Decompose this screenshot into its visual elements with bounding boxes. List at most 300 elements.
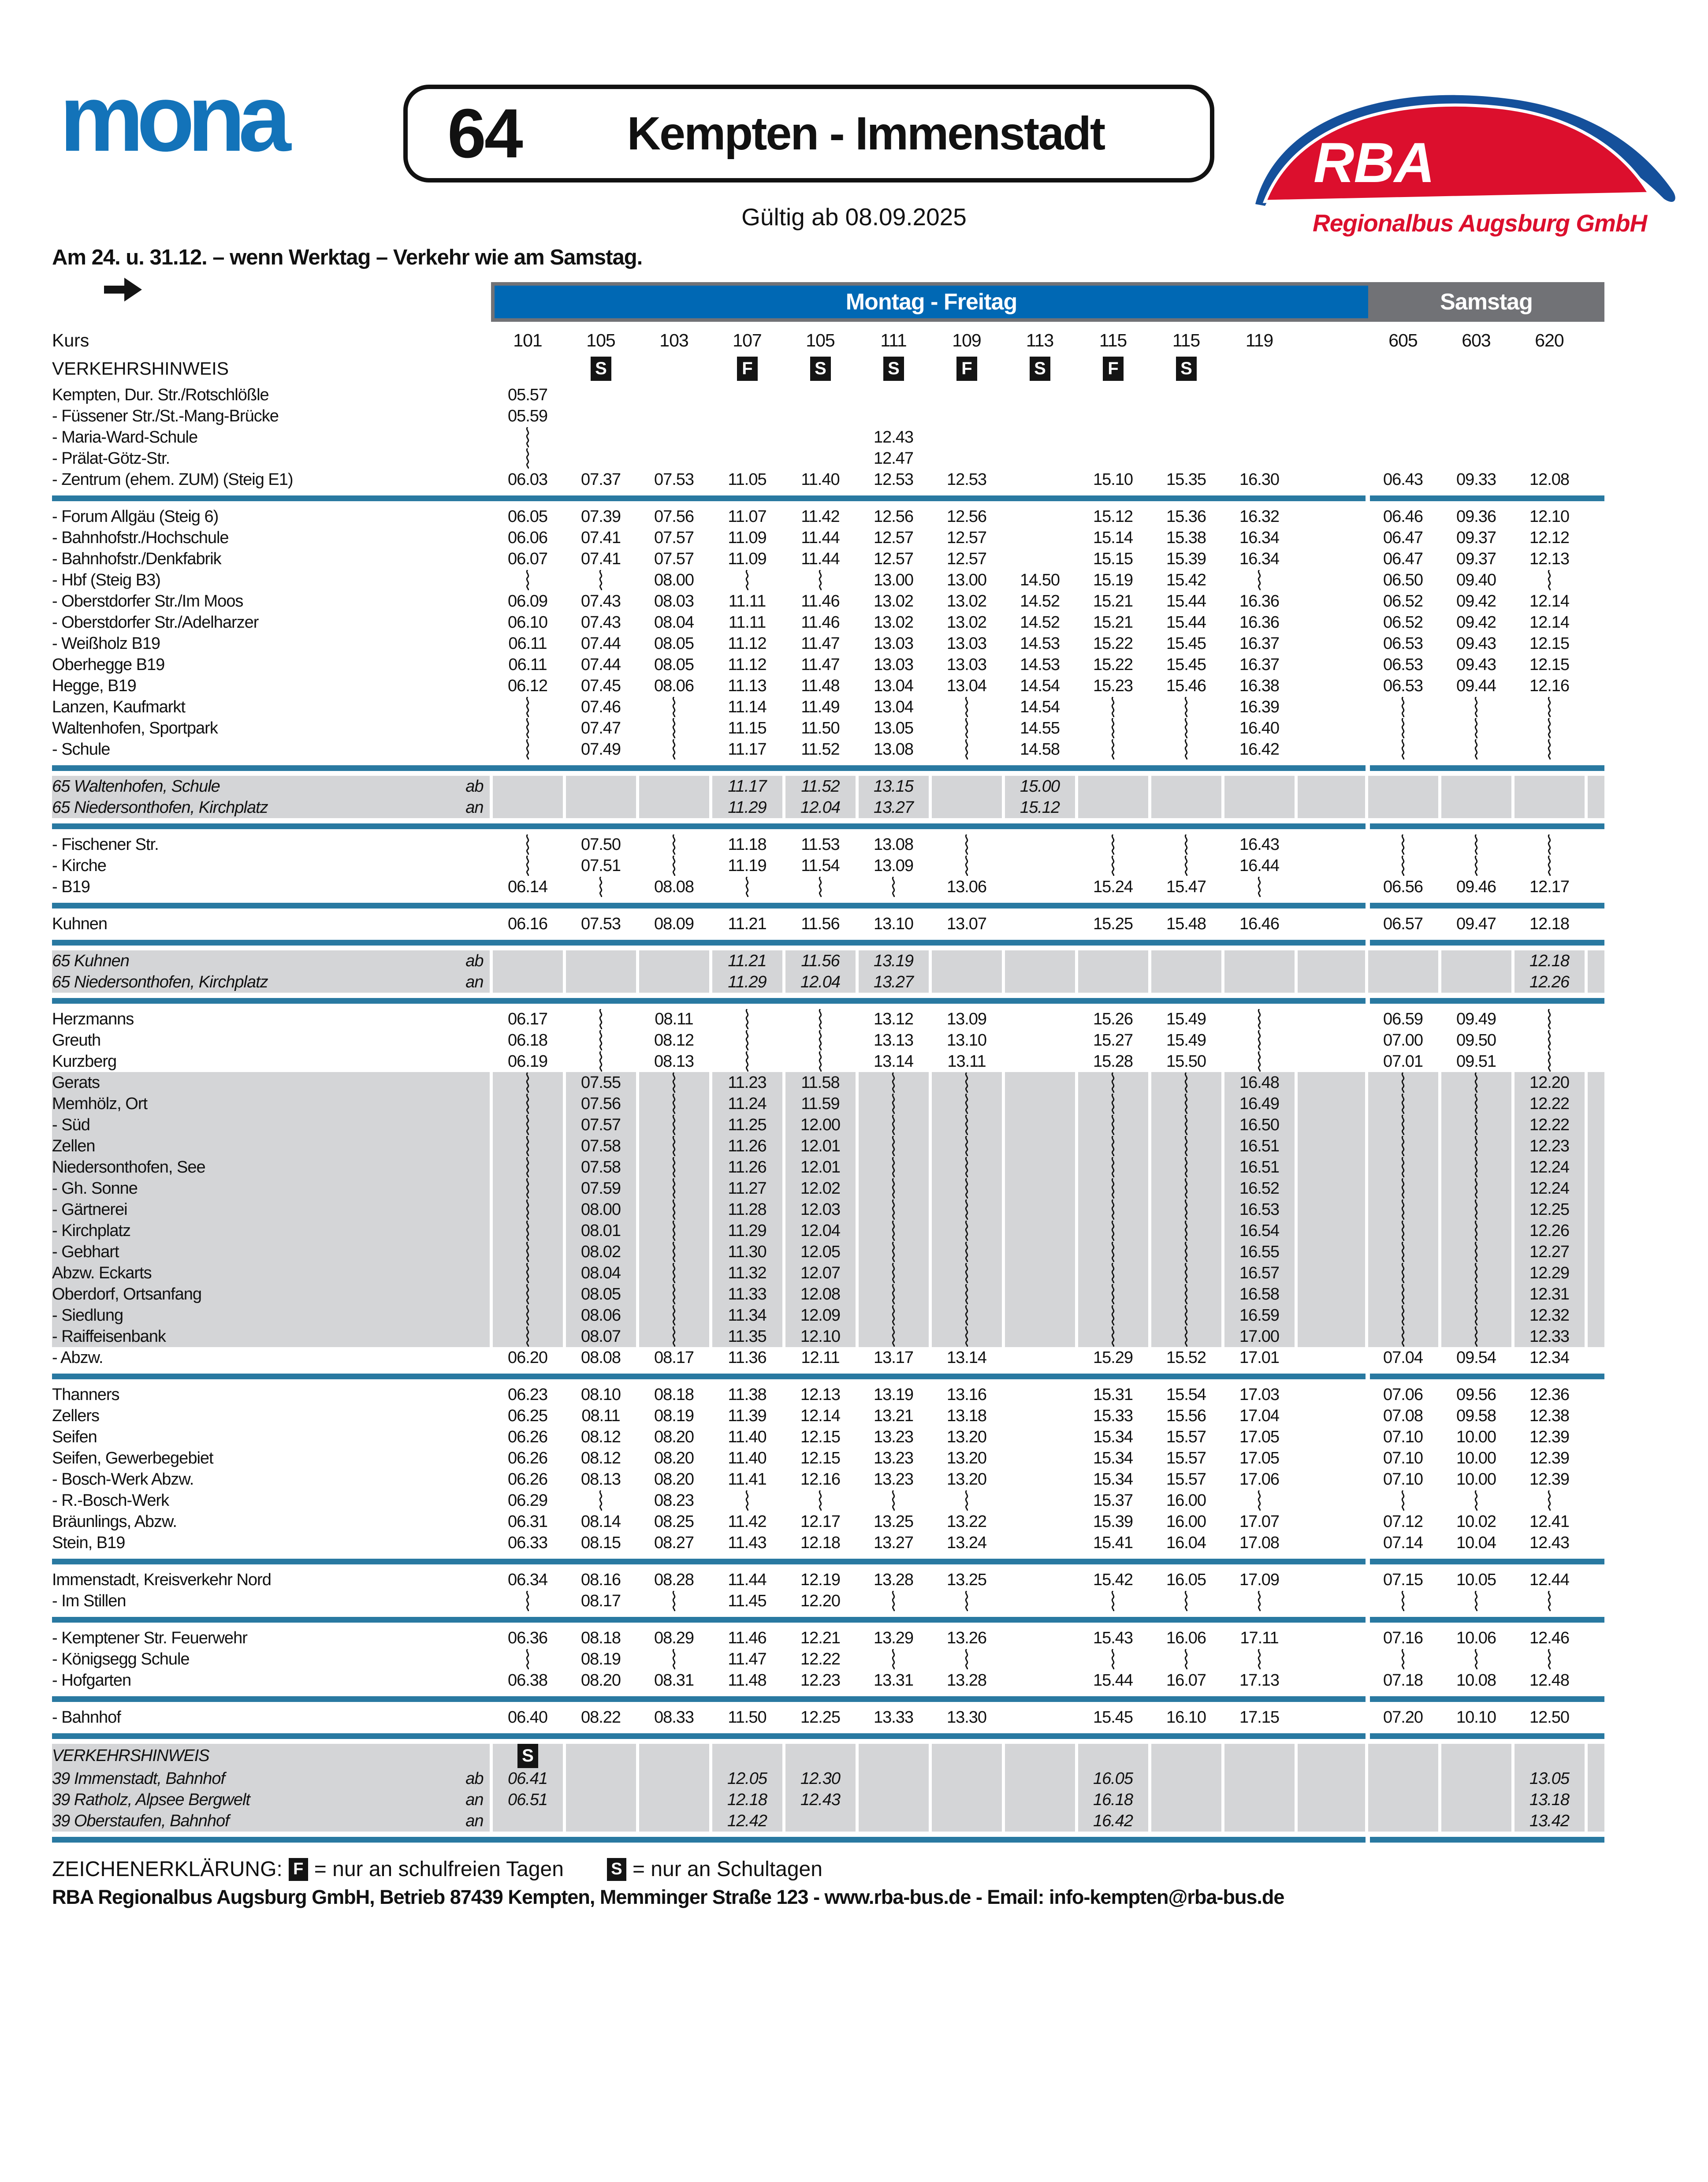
time-cell: 16.00: [1166, 1512, 1206, 1531]
time-cell: [1296, 427, 1366, 448]
time-cell: 12.26: [1513, 1220, 1586, 1241]
time-cell: 12.09: [784, 1305, 857, 1326]
time-cell: 08.07: [564, 1326, 637, 1347]
stop-name: - Kirche: [52, 856, 106, 875]
time-cell: [1586, 1707, 1604, 1728]
time-cell: [1366, 1072, 1440, 1093]
line-number: 64: [447, 94, 521, 172]
time-cell: [637, 972, 711, 993]
wavy-line-icon: [1473, 1591, 1480, 1611]
time-cell: 08.20: [580, 1671, 621, 1690]
time-cell: [491, 1810, 564, 1832]
time-cell: [1440, 1114, 1513, 1136]
time-cell: 12.17: [800, 1512, 841, 1531]
time-cell: [857, 876, 930, 897]
time-cell: 12.32: [1513, 1305, 1586, 1326]
time-cell: 12.57: [873, 549, 914, 568]
time-cell: 12.22: [1513, 1114, 1586, 1136]
time-cell: 12.46: [1529, 1628, 1570, 1647]
time-cell: 12.23: [1513, 1136, 1586, 1157]
time-cell: [1003, 1072, 1076, 1093]
wavy-line-icon: [963, 1649, 970, 1669]
verkehrshinweis-cell: [1513, 353, 1586, 384]
stop-name-cell: [52, 1030, 491, 1051]
time-cell: [1440, 1326, 1513, 1347]
time-cell: 12.10: [784, 1326, 857, 1347]
time-cell: 13.07: [946, 914, 987, 933]
separator-line: [52, 940, 1604, 946]
time-cell: 12.01: [784, 1157, 857, 1178]
mona-logo: mona: [60, 65, 284, 171]
time-cell: 12.02: [784, 1178, 857, 1199]
time-cell: 12.13: [1529, 549, 1570, 568]
time-cell: 07.04: [1383, 1348, 1423, 1367]
schoolfree-days-icon: F: [737, 357, 758, 381]
time-cell: 06.59: [1383, 1009, 1423, 1028]
time-cell: 16.51: [1223, 1157, 1296, 1178]
wavy-line-icon: [1109, 834, 1116, 855]
wavy-line-icon: [524, 1094, 531, 1114]
kurs-number-cell: 603: [1462, 330, 1491, 350]
time-cell: 11.28: [711, 1199, 784, 1220]
time-cell: 11.27: [711, 1178, 784, 1199]
time-cell: [491, 834, 564, 855]
time-cell: [930, 1768, 1003, 1789]
table-row: [52, 1532, 1604, 1553]
time-cell: 08.16: [580, 1570, 621, 1589]
time-cell: [1586, 739, 1604, 760]
kurs-number-cell: 107: [733, 330, 762, 350]
time-cell: 14.53: [1020, 634, 1060, 653]
time-cell: [1150, 1590, 1223, 1612]
time-cell: [491, 570, 564, 591]
time-cell: 16.52: [1223, 1178, 1296, 1199]
time-cell: 08.20: [654, 1470, 694, 1489]
time-cell: 09.43: [1456, 634, 1496, 653]
time-cell: 08.09: [654, 914, 694, 933]
time-cell: 17.05: [1239, 1427, 1280, 1446]
wavy-line-icon: [1109, 697, 1116, 717]
time-cell: 12.15: [1529, 634, 1570, 653]
time-cell: 07.56: [654, 507, 694, 526]
time-cell: [1366, 1136, 1440, 1157]
stop-name: 39 Ratholz, Alpsee Bergwelt: [52, 1790, 250, 1809]
stop-name-cell: [52, 1426, 491, 1448]
wavy-line-icon: [670, 1649, 677, 1669]
time-cell: 15.45: [1166, 655, 1206, 674]
time-cell: [1296, 1305, 1366, 1326]
separator-row: [52, 993, 1604, 1009]
time-cell: 08.29: [654, 1628, 694, 1647]
separator-cell: [52, 1691, 1604, 1707]
time-cell: 09.43: [1456, 655, 1496, 674]
time-cell: [637, 1744, 711, 1768]
verkehrshinweis-cell: [1223, 353, 1296, 384]
time-cell: [564, 448, 637, 469]
time-cell: 08.01: [564, 1220, 637, 1241]
page-header: [0, 0, 1708, 282]
time-cell: 06.10: [507, 613, 548, 632]
time-cell: 15.41: [1093, 1533, 1133, 1552]
time-cell: 06.57: [1383, 914, 1423, 933]
time-cell: 06.11: [508, 634, 547, 653]
time-cell: [1586, 1326, 1604, 1347]
stop-name: - Prälat-Götz-Str.: [52, 449, 170, 468]
time-cell: 06.03: [507, 470, 548, 489]
time-cell: 13.23: [873, 1448, 914, 1467]
time-cell: 08.11: [581, 1406, 620, 1425]
time-cell: [1150, 384, 1223, 406]
stop-name-cell: [52, 913, 491, 935]
time-cell: [1003, 469, 1076, 490]
time-cell: 07.57: [654, 528, 694, 547]
time-cell: 12.29: [1513, 1262, 1586, 1284]
time-cell: 16.37: [1239, 634, 1280, 653]
time-cell: 06.43: [1383, 470, 1423, 489]
time-cell: 15.47: [1166, 877, 1206, 896]
time-cell: [1440, 972, 1513, 993]
time-cell: 10.00: [1456, 1427, 1496, 1446]
time-cell: [1003, 1670, 1076, 1691]
stop-name-cell: [52, 1744, 491, 1768]
separator-row: [52, 760, 1604, 776]
time-cell: [1003, 1178, 1076, 1199]
table-row: [52, 1009, 1604, 1030]
service-note: Am 24. u. 31.12. – wenn Werktag – Verkehr wie am Samstag.: [52, 246, 643, 269]
time-cell: 12.01: [784, 1136, 857, 1157]
time-cell: 11.23: [711, 1072, 784, 1093]
separator-cell: [52, 1612, 1604, 1627]
time-cell: [491, 1284, 564, 1305]
time-cell: [637, 1157, 711, 1178]
time-cell: 11.26: [711, 1136, 784, 1157]
time-cell: 15.36: [1166, 507, 1206, 526]
wavy-line-icon: [1473, 1072, 1480, 1093]
time-cell: 07.39: [580, 507, 621, 526]
time-cell: [491, 1072, 564, 1093]
time-cell: [857, 1220, 930, 1241]
time-cell: [1366, 834, 1440, 855]
separator-row: [52, 935, 1604, 950]
time-cell: 16.57: [1223, 1262, 1296, 1284]
time-cell: 15.42: [1093, 1570, 1133, 1589]
time-cell: [1003, 527, 1076, 548]
wavy-line-icon: [890, 1649, 897, 1669]
time-cell: [1003, 1051, 1076, 1072]
separator-row: [52, 1553, 1604, 1569]
wavy-line-icon: [524, 1157, 531, 1177]
wavy-line-icon: [1183, 1136, 1190, 1156]
time-cell: [1150, 1768, 1223, 1789]
time-cell: [1513, 696, 1586, 718]
time-cell: 10.00: [1456, 1470, 1496, 1489]
table-row: [52, 469, 1604, 490]
time-cell: [637, 1199, 711, 1220]
time-cell: 11.54: [801, 856, 840, 875]
time-cell: [1003, 448, 1076, 469]
wavy-line-icon: [890, 1284, 897, 1304]
time-cell: [1003, 384, 1076, 406]
time-cell: [564, 427, 637, 448]
time-cell: [1586, 548, 1604, 570]
time-cell: [1586, 1569, 1604, 1590]
time-cell: 15.46: [1166, 676, 1206, 695]
time-cell: [1296, 1284, 1366, 1305]
time-cell: 11.40: [728, 1448, 767, 1467]
stop-name-cell: [52, 1262, 491, 1284]
wavy-line-icon: [890, 1221, 897, 1241]
wavy-line-icon: [1473, 1178, 1480, 1199]
time-cell: [1003, 1384, 1076, 1405]
verkehrshinweis-cell: [857, 353, 930, 384]
table-row: [52, 1590, 1604, 1612]
time-cell: [491, 1220, 564, 1241]
stop-name-cell: [52, 1157, 491, 1178]
time-cell: 17.13: [1239, 1671, 1280, 1690]
table-row: [52, 1744, 1604, 1768]
stop-name: VERKEHRSHINWEIS: [52, 1746, 209, 1765]
time-cell: [1440, 950, 1513, 972]
time-cell: 13.00: [873, 570, 914, 589]
time-cell: 15.12: [1093, 507, 1133, 526]
time-cell: 08.20: [654, 1448, 694, 1467]
wavy-line-icon: [890, 1199, 897, 1220]
separator-line: [52, 1696, 1604, 1702]
wavy-line-icon: [524, 1199, 531, 1220]
time-cell: [1076, 1178, 1150, 1199]
time-cell: [1296, 1114, 1366, 1136]
time-cell: 12.17: [1529, 877, 1570, 896]
time-cell: 17.07: [1239, 1512, 1280, 1531]
table-row: [52, 776, 1604, 797]
wavy-line-icon: [1183, 1305, 1190, 1326]
time-cell: [1003, 1114, 1076, 1136]
time-cell: 13.15: [857, 776, 930, 797]
time-cell: 15.15: [1093, 549, 1133, 568]
time-cell: 13.03: [873, 655, 914, 674]
time-cell: 08.18: [580, 1628, 621, 1647]
time-cell: [637, 1305, 711, 1326]
time-cell: 09.33: [1456, 470, 1496, 489]
time-cell: 12.53: [873, 470, 914, 489]
time-cell: [1366, 1305, 1440, 1326]
wavy-line-icon: [1399, 1490, 1407, 1511]
stop-name-cell: [52, 1768, 491, 1789]
time-cell: [1440, 1220, 1513, 1241]
time-cell: [1366, 1284, 1440, 1305]
time-cell: [637, 696, 711, 718]
wavy-line-icon: [1399, 1305, 1407, 1326]
time-cell: 11.09: [728, 549, 767, 568]
wavy-line-icon: [1109, 1591, 1116, 1611]
table-row: [52, 1649, 1604, 1670]
stop-name: Memhölz, Ort: [52, 1094, 148, 1113]
time-cell: 13.28: [873, 1570, 914, 1589]
time-cell: 16.43: [1239, 835, 1280, 854]
table-row: [52, 675, 1604, 696]
kurs-number-cell: 105: [586, 330, 615, 350]
time-cell: 07.10: [1383, 1427, 1423, 1446]
time-cell: [1586, 1469, 1604, 1490]
time-cell: [1296, 1051, 1366, 1072]
time-cell: [1440, 1768, 1513, 1789]
time-cell: 12.14: [800, 1406, 841, 1425]
stop-name-cell: [52, 469, 491, 490]
time-cell: [930, 1590, 1003, 1612]
time-cell: 15.50: [1166, 1052, 1206, 1071]
stop-name: Niedersonthofen, See: [52, 1158, 205, 1177]
time-cell: [857, 1114, 930, 1136]
stop-name: Herzmanns: [52, 1009, 134, 1028]
time-cell: 12.18: [1513, 950, 1586, 972]
wavy-line-icon: [890, 1242, 897, 1262]
wavy-line-icon: [1399, 718, 1407, 738]
ab-an-label: ab: [465, 1769, 484, 1788]
table-row: [52, 797, 1604, 818]
time-cell: 08.18: [654, 1385, 694, 1404]
wavy-line-icon: [597, 570, 604, 590]
verkehrshinweis-cell: [491, 353, 564, 384]
time-cell: [1296, 876, 1366, 897]
time-cell: [1296, 1241, 1366, 1262]
wavy-line-icon: [524, 856, 531, 876]
ab-an-label: an: [465, 1811, 484, 1830]
time-cell: [1586, 1448, 1604, 1469]
wavy-line-icon: [597, 1009, 604, 1029]
time-cell: 11.05: [728, 470, 767, 489]
time-cell: [1440, 739, 1513, 760]
time-cell: 15.39: [1093, 1512, 1133, 1531]
time-cell: [1076, 776, 1150, 797]
time-cell: 08.19: [580, 1650, 621, 1668]
time-cell: 11.44: [801, 549, 840, 568]
wavy-line-icon: [1183, 1072, 1190, 1093]
table-row: [52, 1511, 1604, 1532]
time-cell: 13.02: [946, 613, 987, 632]
stop-name: - Bahnhof: [52, 1708, 121, 1727]
time-cell: [1076, 406, 1150, 427]
time-cell: 17.06: [1239, 1470, 1280, 1489]
time-cell: 15.44: [1166, 613, 1206, 632]
table-row: [52, 1707, 1604, 1728]
separator-line: [52, 1617, 1604, 1623]
time-cell: 08.17: [580, 1591, 621, 1610]
time-cell: [1003, 1157, 1076, 1178]
time-cell: 13.14: [946, 1348, 987, 1367]
separator-cell: [52, 1728, 1604, 1744]
time-cell: [784, 384, 857, 406]
time-cell: 13.25: [873, 1512, 914, 1531]
time-cell: [491, 427, 564, 448]
time-cell: [1366, 1326, 1440, 1347]
time-cell: [930, 1093, 1003, 1114]
time-cell: [1440, 1262, 1513, 1284]
stop-name: Immenstadt, Kreisverkehr Nord: [52, 1570, 271, 1589]
timetable: [52, 282, 1604, 1847]
time-cell: [1513, 1590, 1586, 1612]
time-cell: [491, 739, 564, 760]
wavy-line-icon: [744, 1009, 751, 1029]
time-cell: 11.59: [784, 1093, 857, 1114]
wavy-line-icon: [1399, 1115, 1407, 1135]
time-cell: 07.16: [1383, 1628, 1423, 1647]
time-cell: 12.48: [1529, 1671, 1570, 1690]
table-row: [52, 1178, 1604, 1199]
time-cell: [1513, 1030, 1586, 1051]
separator-line: [52, 495, 1604, 501]
wavy-line-icon: [1183, 1263, 1190, 1283]
time-cell: [564, 776, 637, 797]
stop-name: 65 Niedersonthofen, Kirchplatz: [52, 972, 268, 991]
stop-name: Stein, B19: [52, 1533, 125, 1552]
time-cell: 13.28: [946, 1671, 987, 1690]
stop-name: Abzw. Eckarts: [52, 1263, 152, 1282]
time-cell: 16.38: [1239, 676, 1280, 695]
wavy-line-icon: [1473, 1305, 1480, 1326]
time-cell: 10.06: [1456, 1628, 1496, 1647]
separator-row: [52, 897, 1604, 913]
wavy-line-icon: [1399, 1199, 1407, 1220]
time-cell: [1150, 1136, 1223, 1157]
time-cell: [784, 876, 857, 897]
time-cell: 11.19: [728, 856, 767, 875]
separator-line: [52, 823, 1604, 829]
time-cell: 07.18: [1383, 1671, 1423, 1690]
time-cell: [1366, 1649, 1440, 1670]
time-cell: [930, 855, 1003, 876]
time-cell: [1150, 1789, 1223, 1810]
time-cell: [564, 1490, 637, 1511]
stop-name: - Siedlung: [52, 1306, 123, 1325]
time-cell: [930, 776, 1003, 797]
stop-name-cell: [52, 876, 491, 897]
time-cell: [1223, 427, 1296, 448]
stop-name-cell: [52, 406, 491, 427]
time-cell: 08.23: [654, 1491, 694, 1510]
wavy-line-icon: [1109, 1221, 1116, 1241]
time-cell: [1440, 1199, 1513, 1220]
stop-name-cell: [52, 1532, 491, 1553]
time-cell: 15.38: [1166, 528, 1206, 547]
time-cell: [1586, 1789, 1604, 1810]
time-cell: [1440, 1810, 1513, 1832]
time-cell: [1366, 1262, 1440, 1284]
time-cell: 13.30: [946, 1708, 987, 1727]
time-cell: [1513, 448, 1586, 469]
time-cell: [491, 696, 564, 718]
time-cell: 07.55: [564, 1072, 637, 1093]
time-cell: [1440, 834, 1513, 855]
time-cell: 15.49: [1166, 1009, 1206, 1028]
wavy-line-icon: [1473, 1490, 1480, 1511]
time-cell: 11.41: [728, 1470, 767, 1489]
time-cell: 11.17: [728, 740, 767, 759]
time-cell: 08.05: [654, 655, 694, 674]
separator-line: [52, 1837, 1604, 1843]
time-cell: [1366, 1220, 1440, 1241]
time-cell: 11.47: [728, 1650, 767, 1668]
time-cell: 13.05: [873, 719, 914, 737]
wavy-line-icon: [1109, 1094, 1116, 1114]
time-cell: [1440, 1789, 1513, 1810]
time-cell: [1076, 1744, 1150, 1768]
wavy-line-icon: [1546, 856, 1553, 876]
time-cell: [857, 1199, 930, 1220]
time-cell: 11.46: [801, 592, 840, 611]
time-cell: [1003, 1220, 1076, 1241]
separator-cell: [52, 993, 1604, 1009]
wavy-line-icon: [963, 718, 970, 738]
